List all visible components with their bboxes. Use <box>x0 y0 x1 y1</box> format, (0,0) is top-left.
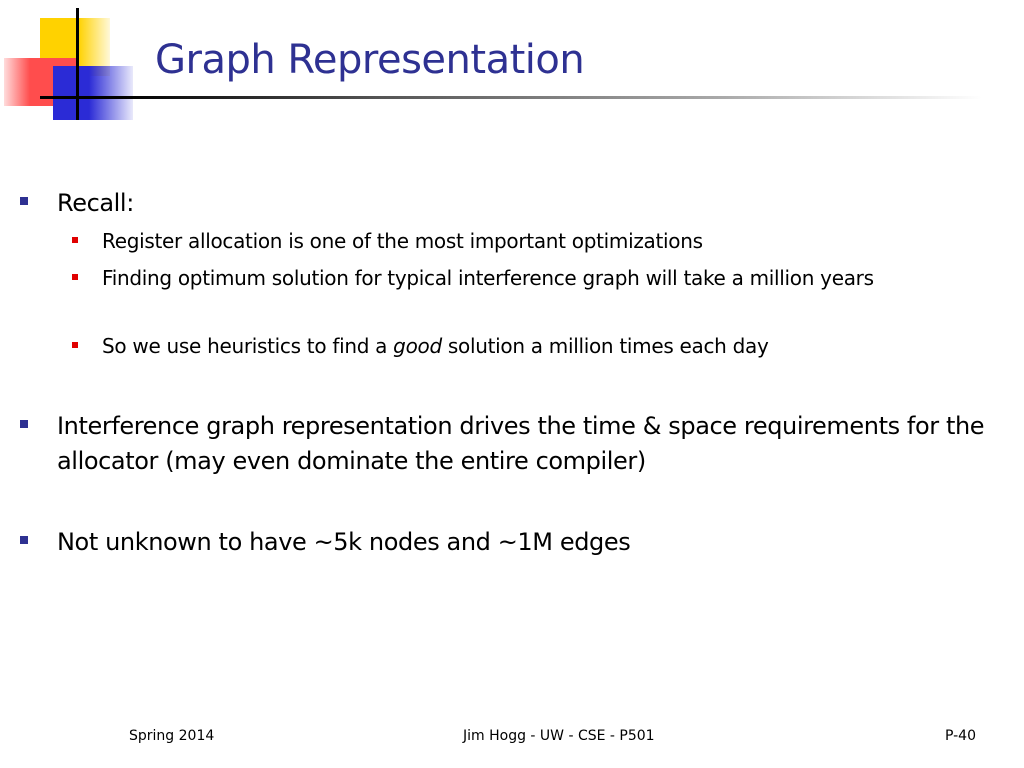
bullet-interference-graph <box>20 409 987 479</box>
sub-bullet-optimum-solution <box>72 263 952 293</box>
sub-bullet-square-icon <box>72 342 78 348</box>
sub-bullet-square-icon <box>72 237 78 243</box>
sub-bullet-square-icon <box>72 274 78 280</box>
footer-date: Spring 2014 <box>129 728 215 744</box>
sub-bullet-text <box>102 331 952 361</box>
slide-title: Graph Representation <box>155 37 585 83</box>
decorative-logo <box>0 0 140 130</box>
footer-author: Jim Hogg - UW - CSE - P501 <box>463 728 655 744</box>
sub-bullet-text-pre: So we use heuristics to find a <box>102 334 394 358</box>
sub-bullet-text: Finding optimum solution for typical interference graph will take a million years <box>102 266 874 290</box>
emphasis-good: good <box>393 334 442 358</box>
bullet-text: Interference graph representation drives the time & space requirements for the allocator (may even dominate the entire compiler) <box>57 412 985 475</box>
logo-vertical-line <box>76 8 79 120</box>
bullet-graph-size <box>20 525 987 560</box>
bullet-square-icon <box>20 197 28 205</box>
bullet-square-icon <box>20 420 28 428</box>
logo-blue-square <box>53 66 133 120</box>
bullet-recall <box>20 186 987 221</box>
bullet-text: Not unknown to have ~5k nodes and ~1M edges <box>57 528 631 556</box>
bullet-square-icon <box>20 536 28 544</box>
sub-bullet-text-post: solution a million times each day <box>441 334 769 358</box>
sub-bullet-text: Register allocation is one of the most important optimizations <box>102 229 703 253</box>
bullet-text: Recall: <box>57 189 134 217</box>
sub-bullet-heuristics <box>72 331 952 361</box>
title-underline <box>122 96 982 99</box>
footer-page-number: P-40 <box>945 728 977 744</box>
sub-bullet-register-allocation <box>72 226 952 256</box>
